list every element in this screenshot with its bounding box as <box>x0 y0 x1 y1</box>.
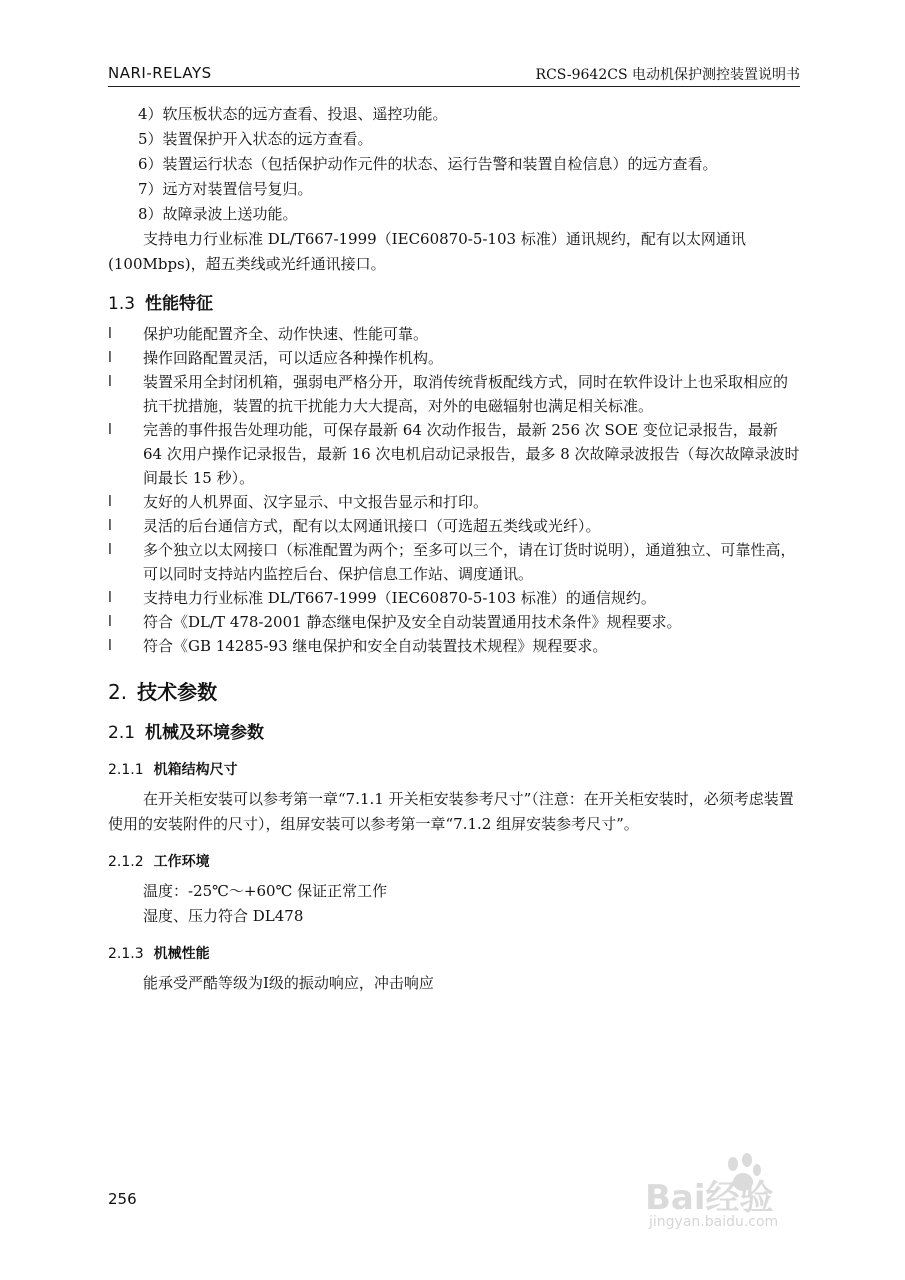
watermark-url: jingyan.baidu.com <box>649 1214 779 1230</box>
bullet-mark: l <box>108 518 112 534</box>
baidu-watermark <box>645 1170 835 1240</box>
list-item-text: 支持电力行业标准 DL/T667-1999（IEC60870-5-103 标准）的通信规约。 <box>143 589 656 607</box>
list-item-text: 友好的人机界面、汉字显示、中文报告显示和打印。 <box>143 493 489 511</box>
bullet-mark: l <box>108 638 112 654</box>
section-number: 1.3 <box>108 294 136 314</box>
environment-humidity: 湿度、压力符合 DL478 <box>143 907 304 925</box>
subsection-text: 在开关柜安装可以参考第一章“7.1.1 开关柜安装参考尺寸”（注意：在开关柜安装时，必须考虑装置使用的安装附件的尺寸），组屏安装可以参考第一章“7.1.2 组屏安装参考尺寸”。 <box>108 790 794 833</box>
feature-list <box>108 322 800 658</box>
list-item <box>108 346 800 370</box>
subsection-text: 能承受严酷等级为Ⅰ级的振动响应，冲击响应 <box>143 974 434 992</box>
bullet-mark: l <box>108 590 112 606</box>
list-item <box>108 610 800 634</box>
subsection-heading-2-1-2 <box>108 851 800 873</box>
list-item <box>108 514 800 538</box>
bullet-mark: l <box>108 350 112 366</box>
subsection-title: 机箱结构尺寸 <box>153 762 238 778</box>
section-heading-2-1 <box>108 721 800 745</box>
bullet-mark: l <box>108 374 112 390</box>
list-item <box>108 490 800 514</box>
bullet-mark: l <box>108 542 112 558</box>
list-item <box>108 634 800 658</box>
watermark-logo: Bai经验 <box>645 1178 774 1218</box>
bullet-mark: l <box>108 326 112 342</box>
subsection-number: 2.1.2 <box>108 854 144 870</box>
chapter-number: 2. <box>108 680 128 704</box>
header-manual-title: RCS-9642CS 电动机保护测控装置说明书 <box>535 67 800 83</box>
bullet-mark: l <box>108 422 112 438</box>
bullet-mark: l <box>108 494 112 510</box>
list-item <box>108 322 800 346</box>
subsection-number: 2.1.3 <box>108 946 144 962</box>
subsection-number: 2.1.1 <box>108 762 144 778</box>
section-title: 机械及环境参数 <box>145 723 265 743</box>
list-item-text: 灵活的后台通信方式，配有以太网通讯接口（可选超五类线或光纤）。 <box>143 517 601 535</box>
intro-item: 5）装置保护开入状态的远方查看。 <box>138 130 373 148</box>
header-company: NARI-RELAYS <box>108 64 212 82</box>
intro-item: 8）故障录波上送功能。 <box>138 205 298 223</box>
subsection-title: 机械性能 <box>153 946 210 962</box>
environment-temperature: 温度：-25℃～+60℃ 保证正常工作 <box>143 882 388 900</box>
list-item-text: 保护功能配置齐全、动作快速、性能可靠。 <box>143 325 429 343</box>
intro-paragraph: 支持电力行业标准 DL/T667-1999（IEC60870-5-103 标准）通讯规约，配有以太网通讯(100Mbps)，超五类线或光纤通讯接口。 <box>108 230 746 273</box>
intro-item: 4）软压板状态的远方查看、投退、遥控功能。 <box>138 105 448 123</box>
page-header <box>108 64 800 87</box>
list-item <box>108 370 800 418</box>
page-number: 256 <box>108 1190 137 1208</box>
section-number: 2.1 <box>108 723 136 743</box>
list-item-text: 装置采用全封闭机箱，强弱电严格分开，取消传统背板配线方式，同时在软件设计上也采取相应的抗干扰措施，装置的抗干扰能力大大提高，对外的电磁辐射也满足相关标准。 <box>143 373 789 415</box>
bullet-mark: l <box>108 614 112 630</box>
intro-item: 7）远方对装置信号复归。 <box>138 180 313 198</box>
subsection-heading-2-1-3 <box>108 943 800 965</box>
subsection-heading-2-1-1 <box>108 759 800 781</box>
list-item-text: 符合《DL/T 478-2001 静态继电保护及安全自动装置通用技术条件》规程要求。 <box>143 613 682 631</box>
list-item <box>108 586 800 610</box>
list-item <box>108 418 800 490</box>
subsection-title: 工作环境 <box>153 854 210 870</box>
list-item-text: 多个独立以太网接口（标准配置为两个；至多可以三个，请在订货时说明），通道独立、可靠性高，可以同时支持站内监控后台、保护信息工作站、调度通讯。 <box>143 541 796 583</box>
chapter-title: 技术参数 <box>137 680 218 704</box>
list-item-text: 操作回路配置灵活，可以适应各种操作机构。 <box>143 349 444 367</box>
list-item-text: 符合《GB 14285-93 继电保护和安全自动装置技术规程》规程要求。 <box>143 637 608 655</box>
section-heading-1-3 <box>108 292 800 316</box>
section-title: 性能特征 <box>145 294 214 314</box>
list-item <box>108 538 800 586</box>
chapter-heading-2 <box>108 678 800 706</box>
page-content <box>108 102 800 996</box>
intro-item: 6）装置运行状态（包括保护动作元件的状态、运行告警和装置自检信息）的远方查看。 <box>138 155 718 173</box>
list-item-text: 完善的事件报告处理功能，可保存最新 64 次动作报告，最新 256 次 SOE 变位记录报告，最新 64 次用户操作记录报告，最新 16 次电机启动记录报告，最多 8 次故障录波报告（每次故障录波时间最长 15 秒）。 <box>143 421 800 487</box>
